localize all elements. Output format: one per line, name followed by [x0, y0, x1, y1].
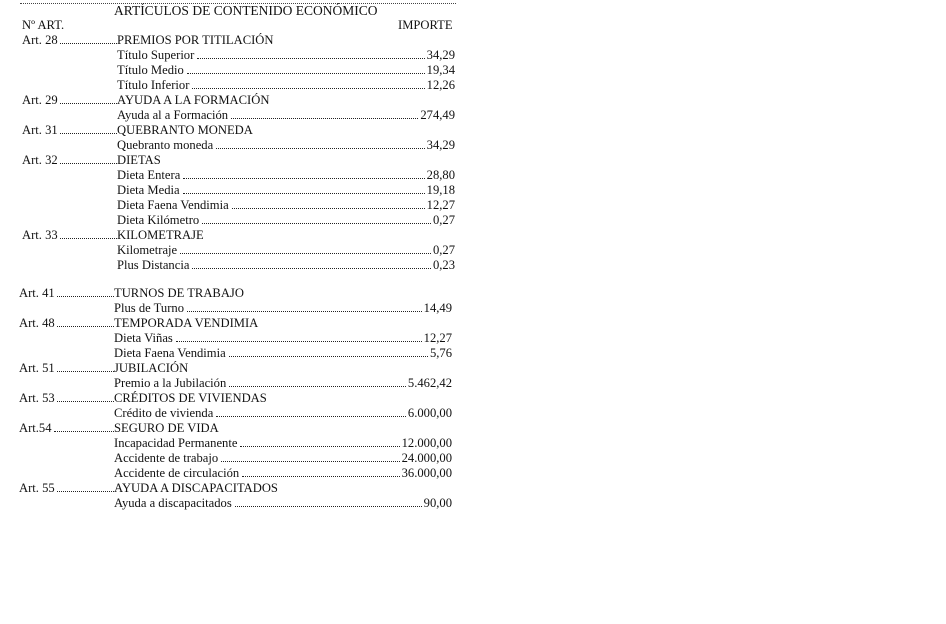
line-item [117, 78, 455, 93]
line-item [117, 183, 455, 198]
article-title: CRÉDITOS DE VIVIENDAS [114, 391, 267, 405]
item-label: Plus de Turno [114, 301, 184, 315]
line-item [114, 331, 452, 346]
article-title: SEGURO DE VIDA [114, 421, 219, 435]
article-number: Art. 32 [22, 153, 117, 168]
item-label: Dieta Kilómetro [117, 213, 200, 227]
item-label: Accidente de circulación [114, 466, 240, 480]
item-amount: 12,26 [426, 78, 455, 92]
article-number: Art. 55 [19, 481, 114, 496]
line-item [114, 376, 452, 391]
article-title: TURNOS DE TRABAJO [114, 286, 244, 300]
line-item [117, 258, 455, 273]
item-label: Incapacidad Permanente [114, 436, 238, 450]
item-label: Dieta Faena Vendimia [114, 346, 226, 360]
article-title: QUEBRANTO MONEDA [117, 123, 253, 137]
item-amount: 24.000,00 [401, 451, 452, 465]
item-amount: 274,49 [420, 108, 455, 122]
item-label: Título Superior [117, 48, 195, 62]
item-label: Ayuda a discapacitados [114, 496, 232, 510]
item-label: Crédito de vivienda [114, 406, 214, 420]
line-item [114, 301, 452, 316]
item-label: Título Medio [117, 63, 184, 77]
line-item [117, 138, 455, 153]
item-label: Kilometraje [117, 243, 178, 257]
article-title: KILOMETRAJE [117, 228, 204, 242]
article-title: DIETAS [117, 153, 161, 167]
item-amount: 36.000,00 [401, 466, 452, 480]
article-number: Art. 41 [19, 286, 114, 301]
article-number: Art. 33 [22, 228, 117, 243]
item-amount: 19,18 [426, 183, 455, 197]
article-number: Art. 28 [22, 33, 117, 48]
item-amount: 12.000,00 [401, 436, 452, 450]
item-amount: 12,27 [423, 331, 452, 345]
item-amount: 34,29 [426, 138, 455, 152]
line-item [114, 346, 452, 361]
item-label: Quebranto moneda [117, 138, 214, 152]
section-title: ARTÍCULOS DE CONTENIDO ECONÓMICO [114, 3, 378, 18]
item-amount: 5,76 [429, 346, 452, 360]
line-item [114, 451, 452, 466]
line-item [117, 63, 455, 78]
line-item [117, 243, 455, 258]
item-amount: 6.000,00 [407, 406, 452, 420]
item-label: Dieta Entera [117, 168, 181, 182]
item-amount: 19,34 [426, 63, 455, 77]
line-item [117, 198, 455, 213]
item-label: Accidente de trabajo [114, 451, 219, 465]
item-amount: 34,29 [426, 48, 455, 62]
article-title: JUBILACIÓN [114, 361, 189, 375]
item-amount: 14,49 [423, 301, 452, 315]
item-amount: 28,80 [426, 168, 455, 182]
column-header-article: Nº ART. [22, 18, 65, 32]
article-title: TEMPORADA VENDIMIA [114, 316, 259, 330]
article-number: Art. 48 [19, 316, 114, 331]
item-label: Dieta Viñas [114, 331, 173, 345]
item-amount: 90,00 [423, 496, 452, 510]
item-amount: 0,27 [432, 243, 455, 257]
article-title: AYUDA A DISCAPACITADOS [114, 481, 278, 495]
item-label: Dieta Media [117, 183, 180, 197]
article-number: Art. 51 [19, 361, 114, 376]
article-number: Art.54 [19, 421, 114, 436]
line-item [117, 168, 455, 183]
line-item [117, 213, 455, 228]
line-item [114, 436, 452, 451]
column-header-amount: IMPORTE [398, 18, 453, 32]
line-item [117, 48, 455, 63]
article-number: Art. 31 [22, 123, 117, 138]
item-amount: 5.462,42 [407, 376, 452, 390]
line-item [117, 108, 455, 123]
article-title: PREMIOS POR TITILACIÓN [117, 33, 274, 47]
item-amount: 12,27 [426, 198, 455, 212]
item-amount: 0,27 [432, 213, 455, 227]
article-number: Art. 29 [22, 93, 117, 108]
item-label: Título Inferior [117, 78, 190, 92]
line-item [114, 496, 452, 511]
item-amount: 0,23 [432, 258, 455, 272]
article-title: AYUDA A LA FORMACIÓN [117, 93, 270, 107]
item-label: Plus Distancia [117, 258, 190, 272]
item-label: Premio a la Jubilación [114, 376, 227, 390]
line-item [114, 466, 452, 481]
item-label: Ayuda al a Formación [117, 108, 229, 122]
line-item [114, 406, 452, 421]
article-number: Art. 53 [19, 391, 114, 406]
item-label: Dieta Faena Vendimia [117, 198, 229, 212]
